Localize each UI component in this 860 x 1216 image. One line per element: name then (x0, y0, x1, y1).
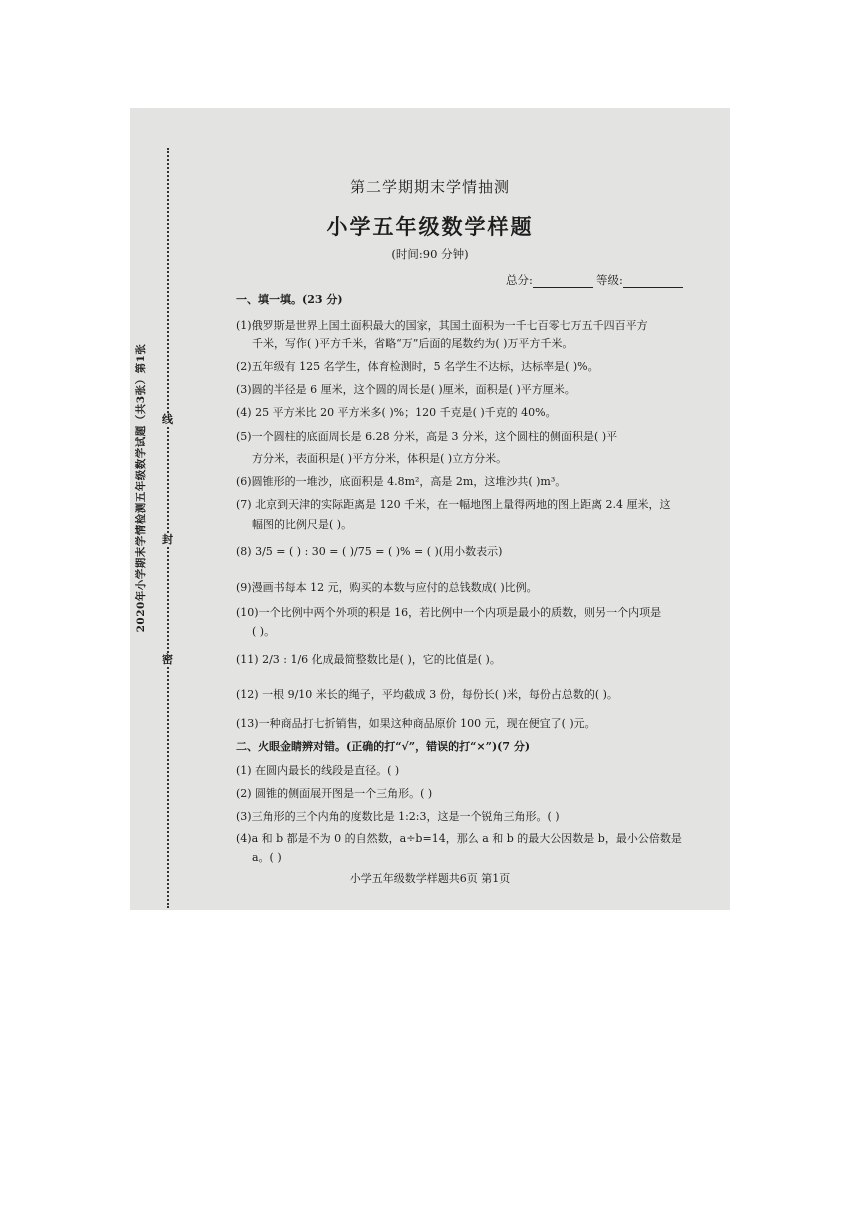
tf4-line: (4)a 和 b 都是不为 0 的自然数，a÷b=14，那么 a 和 b 的最大公因数是 b，最小公倍数是 (236, 832, 682, 845)
score-blank (533, 275, 593, 288)
q5-line: (5)一个圆柱的底面周长是 6.28 分米，高是 3 分米，这个圆柱的侧面积是( )平 (236, 430, 618, 443)
tf4-line-cont: a。( ) (252, 851, 282, 864)
q12-line: (12) 一根 9/10 米长的绳子，平均截成 3 份，每份长( )米，每份占总数的( )。 (236, 688, 618, 701)
q5-line-cont: 方分米，表面积是( )平方分米，体积是( )立方分米。 (252, 452, 508, 465)
q11-line: (11) 2/3 : 1/6 化成最简整数比是( )，它的比值是( )。 (236, 653, 501, 666)
section1-heading: 一、填一填。(23 分) (236, 293, 343, 306)
q10-line: (10)一个比例中两个外项的积是 16，若比例中一个内项是最小的质数，则另一个内项是 (236, 606, 662, 619)
q6-line: (6)圆锥形的一堆沙，底面积是 4.8m²，高是 2m，这堆沙共( )m³。 (236, 475, 567, 488)
q1-line-cont: 千米，写作( )平方千米，省略“万”后面的尾数约为( )万平方千米。 (252, 337, 574, 350)
page-footer: 小学五年级数学样题共6页 第1页 (349, 872, 511, 885)
q13-line: (13)一种商品打七折销售，如果这种商品原价 100 元，现在便宜了( )元。 (236, 717, 596, 730)
seal-mark-xian: 线 (162, 413, 173, 426)
q7-line-cont: 幅图的比例尺是( )。 (252, 518, 353, 531)
grade-blank (623, 275, 683, 288)
grade-field (596, 272, 683, 288)
exam-title: 小学五年级数学样题 (326, 214, 534, 239)
exam-term: 第二学期期末学情抽测 (349, 178, 510, 196)
section2-heading: 二、火眼金睛辨对错。(正确的打“√”，错误的打“×”)(7 分) (236, 740, 531, 753)
q7-line: (7) 北京到天津的实际距离是 120 千米，在一幅地图上量得两地的图上距离 2.4 厘米，这 (236, 498, 671, 511)
q2-line: (2)五年级有 125 名学生，体育检测时，5 名学生不达标，达标率是( )%。 (236, 360, 599, 373)
tf3-line: (3)三角形的三个内角的度数比是 1:2:3，这是一个锐角三角形。( ) (236, 810, 560, 823)
side-vertical-title: 2020年小学期末学情检测五年级数学试题（共3张）第1张 (135, 343, 147, 633)
score-label: 总分: (506, 273, 533, 287)
tf2-line: (2) 圆锥的侧面展开图是一个三角形。( ) (236, 787, 433, 800)
q10-line-cont: ( )。 (252, 625, 276, 638)
score-field (506, 272, 593, 288)
q4-line: (4) 25 平方米比 20 平方米多( )%；120 千克是( )千克的 40%。 (236, 406, 557, 419)
tf1-line: (1) 在圆内最长的线段是直径。( ) (236, 764, 400, 777)
exam-time: (时间:90 分钟) (391, 247, 469, 261)
q8-line: (8) 3/5 = ( ) : 30 = ( )/75 = ( )% = ( )(用小数表示) (236, 545, 503, 558)
grade-label: 等级: (596, 273, 623, 287)
seal-dotted-line (167, 148, 169, 908)
q1-line: (1)俄罗斯是世界上国土面积最大的国家，其国土面积为一千七百零七万五千四百平方 (236, 319, 648, 332)
seal-mark-mi: 密 (162, 653, 173, 666)
seal-mark-feng: 封 (162, 533, 173, 546)
exam-sheet (130, 108, 730, 910)
q9-line: (9)漫画书每本 12 元，购买的本数与应付的总钱数成( )比例。 (236, 581, 538, 594)
q3-line: (3)圆的半径是 6 厘米，这个圆的周长是( )厘米，面积是( )平方厘米。 (236, 383, 576, 396)
